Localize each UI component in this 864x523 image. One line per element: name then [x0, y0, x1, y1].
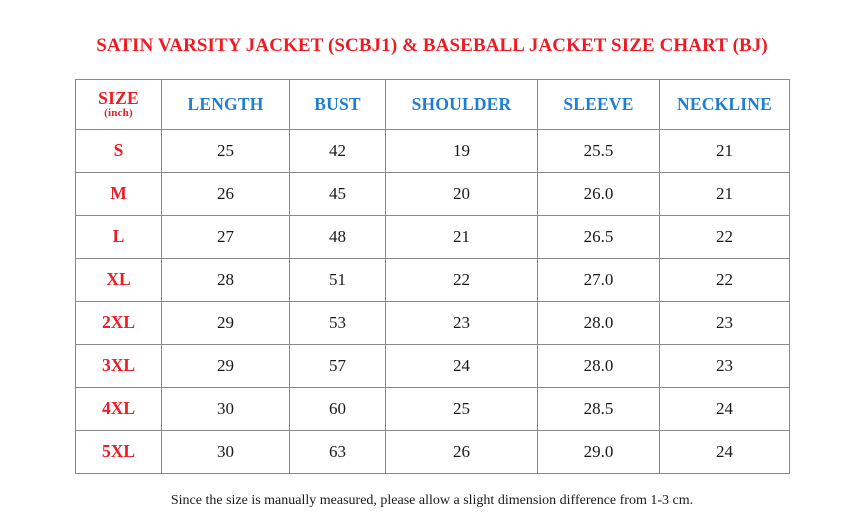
table-row — [76, 387, 790, 430]
cell-neckline: 21 — [660, 129, 790, 172]
cell-sleeve: 28.5 — [538, 387, 660, 430]
cell-bust: 60 — [290, 387, 386, 430]
cell-length: 28 — [162, 258, 290, 301]
cell-length: 27 — [162, 215, 290, 258]
table-row — [76, 215, 790, 258]
cell-bust: 42 — [290, 129, 386, 172]
cell-length: 29 — [162, 301, 290, 344]
cell-neckline: 22 — [660, 215, 790, 258]
cell-sleeve: 25.5 — [538, 129, 660, 172]
table-row — [76, 430, 790, 473]
cell-neckline: 21 — [660, 172, 790, 215]
cell-size: 4XL — [76, 387, 162, 430]
cell-shoulder: 23 — [386, 301, 538, 344]
table-header-row — [76, 79, 790, 129]
cell-size: 3XL — [76, 344, 162, 387]
table-row — [76, 344, 790, 387]
cell-neckline: 24 — [660, 387, 790, 430]
cell-shoulder: 26 — [386, 430, 538, 473]
cell-size: S — [76, 129, 162, 172]
cell-length: 30 — [162, 387, 290, 430]
cell-length: 29 — [162, 344, 290, 387]
cell-sleeve: 28.0 — [538, 344, 660, 387]
column-header-shoulder: SHOULDER — [386, 79, 538, 129]
table-row — [76, 301, 790, 344]
cell-bust: 63 — [290, 430, 386, 473]
cell-bust: 57 — [290, 344, 386, 387]
table-row — [76, 258, 790, 301]
size-chart-table — [75, 79, 790, 474]
cell-shoulder: 22 — [386, 258, 538, 301]
cell-size: M — [76, 172, 162, 215]
cell-size: 2XL — [76, 301, 162, 344]
cell-neckline: 23 — [660, 344, 790, 387]
cell-size: L — [76, 215, 162, 258]
cell-shoulder: 25 — [386, 387, 538, 430]
cell-length: 30 — [162, 430, 290, 473]
page-title: SATIN VARSITY JACKET (SCBJ1) & BASEBALL JACKET SIZE CHART (BJ) — [96, 35, 768, 56]
table-header — [76, 79, 790, 129]
cell-sleeve: 29.0 — [538, 430, 660, 473]
column-header-length: LENGTH — [162, 79, 290, 129]
cell-size: 5XL — [76, 430, 162, 473]
cell-length: 26 — [162, 172, 290, 215]
cell-shoulder: 20 — [386, 172, 538, 215]
column-header-size-unit: (inch) — [104, 107, 133, 120]
cell-sleeve: 26.0 — [538, 172, 660, 215]
cell-length: 25 — [162, 129, 290, 172]
cell-neckline: 24 — [660, 430, 790, 473]
table-body — [76, 129, 790, 473]
cell-sleeve: 28.0 — [538, 301, 660, 344]
cell-bust: 53 — [290, 301, 386, 344]
column-header-bust: BUST — [290, 79, 386, 129]
cell-sleeve: 27.0 — [538, 258, 660, 301]
cell-shoulder: 19 — [386, 129, 538, 172]
cell-neckline: 23 — [660, 301, 790, 344]
cell-shoulder: 24 — [386, 344, 538, 387]
cell-shoulder: 21 — [386, 215, 538, 258]
cell-sleeve: 26.5 — [538, 215, 660, 258]
cell-neckline: 22 — [660, 258, 790, 301]
column-header-neckline: NECKLINE — [660, 79, 790, 129]
column-header-size — [76, 79, 162, 129]
column-header-size-label: SIZE — [98, 87, 139, 108]
cell-bust: 45 — [290, 172, 386, 215]
table-row — [76, 129, 790, 172]
table-row — [76, 172, 790, 215]
cell-size: XL — [76, 258, 162, 301]
measurement-disclaimer: Since the size is manually measured, please allow a slight dimension difference from 1-3 cm. — [170, 492, 694, 508]
column-header-sleeve: SLEEVE — [538, 79, 660, 129]
cell-bust: 48 — [290, 215, 386, 258]
cell-bust: 51 — [290, 258, 386, 301]
size-chart-table-wrapper — [75, 79, 789, 474]
